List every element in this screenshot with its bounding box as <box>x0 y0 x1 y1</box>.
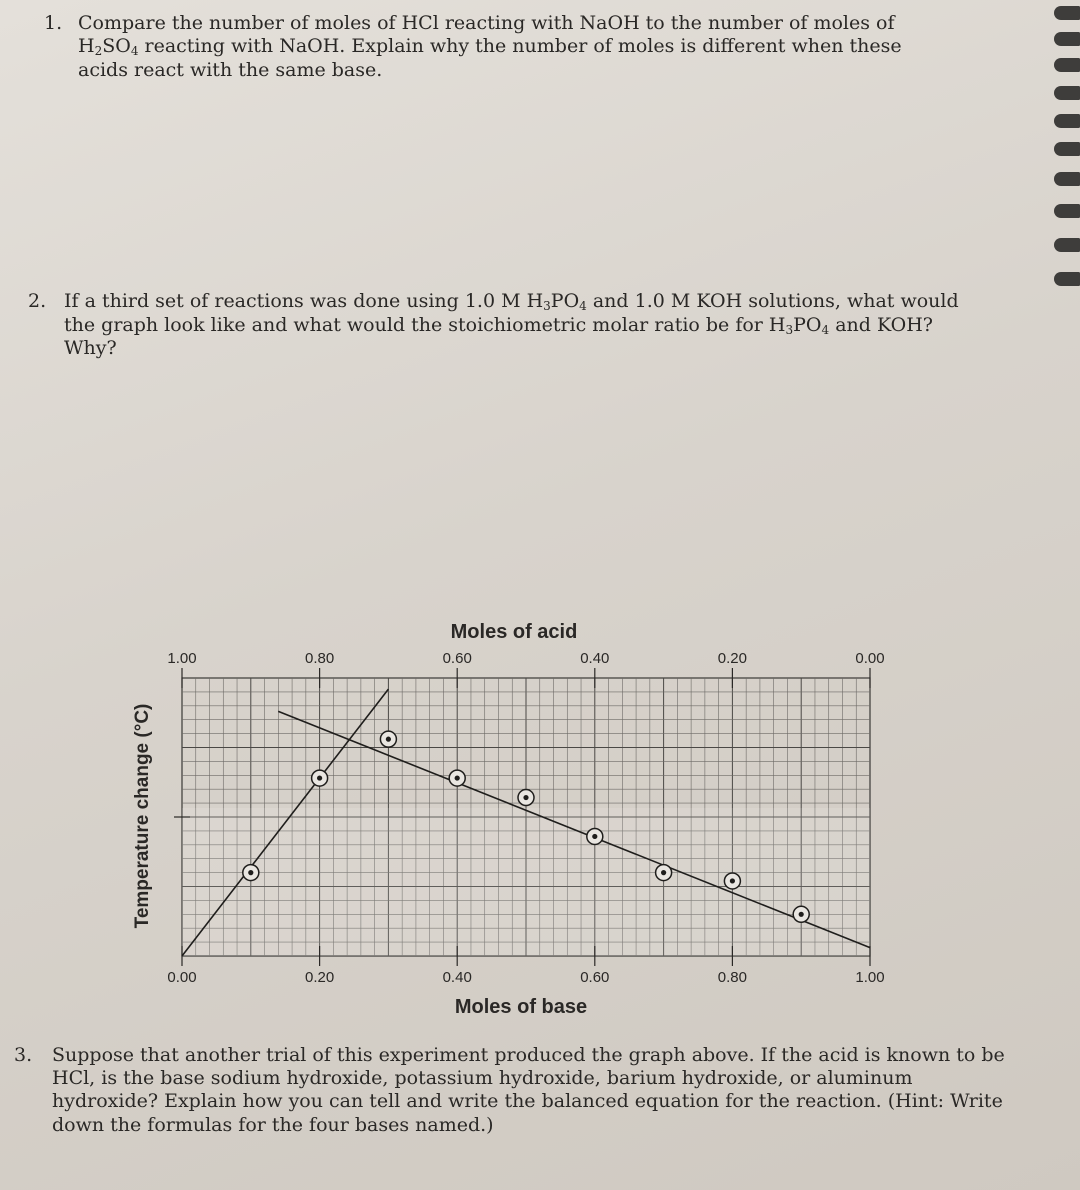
question-number: 2. <box>28 290 47 312</box>
question-number: 1. <box>44 12 63 34</box>
data-point-dot <box>730 878 735 883</box>
x-tick-label: 0.20 <box>304 969 335 986</box>
top-tick-label: 0.20 <box>717 650 748 667</box>
data-point <box>793 906 809 922</box>
top-tick-label: 1.00 <box>167 650 197 667</box>
question-2 <box>28 290 978 360</box>
x-tick-label: 0.00 <box>167 969 197 986</box>
question-text: Suppose that another trial of this experiment produced the graph above. If the acid is known to be HCl, is the base sodium hydroxide, potassium hydroxide, barium hydroxide, or aluminum hydroxide? Explain how you can tell and write the balanced equation for the reaction. (Hint: Write down the formulas for the four bases named.) <box>52 1044 1005 1136</box>
notebook-spiral <box>1050 0 1080 300</box>
x-tick-label: 1.00 <box>855 969 885 986</box>
question-3 <box>14 1044 1024 1137</box>
chart-grid <box>182 678 870 956</box>
question-1 <box>44 12 949 82</box>
x-tick-label: 0.60 <box>580 969 610 986</box>
top-tick-label: 0.80 <box>304 650 335 667</box>
data-point-dot <box>455 775 460 780</box>
top-tick-label: 0.60 <box>442 650 472 667</box>
data-point-dot <box>592 834 597 839</box>
data-point <box>449 770 465 786</box>
data-point <box>312 770 328 786</box>
data-point-dot <box>317 775 322 780</box>
data-point <box>587 828 603 844</box>
data-point-dot <box>248 870 253 875</box>
plot-shading <box>182 808 870 956</box>
data-point <box>243 865 259 881</box>
x-axis-label: Moles of base <box>454 996 588 1018</box>
data-point <box>518 790 534 806</box>
data-point-dot <box>799 912 804 917</box>
question-text: Compare the number of moles of HCl reacting with NaOH to the number of moles of $H_2SO_4$ reacting with NaOH. Explain why the number of moles is different when these acids react with the same base. <box>78 12 902 81</box>
question-number: 3. <box>14 1044 33 1066</box>
data-point-dot <box>386 737 391 742</box>
top-tick-label: 0.40 <box>580 650 610 667</box>
chart-title: Moles of acid <box>450 621 578 643</box>
question-text: If a third set of reactions was done using 1.0 M $H_3PO_4$ and 1.0 M KOH solutions, what would the graph look like and what would the stoichiometric molar ratio be for $H_3PO_4$ and KOH? Why? <box>64 290 959 360</box>
top-tick-label: 0.00 <box>855 650 885 667</box>
data-point <box>380 731 396 747</box>
data-point <box>656 865 672 881</box>
data-point <box>724 873 740 889</box>
data-point-dot <box>523 795 528 800</box>
x-tick-label: 0.80 <box>717 969 748 986</box>
y-axis-label: Temperature change (°C) <box>132 703 153 929</box>
data-point-dot <box>661 870 666 875</box>
x-tick-label: 0.40 <box>442 969 472 986</box>
chart <box>120 610 900 1030</box>
